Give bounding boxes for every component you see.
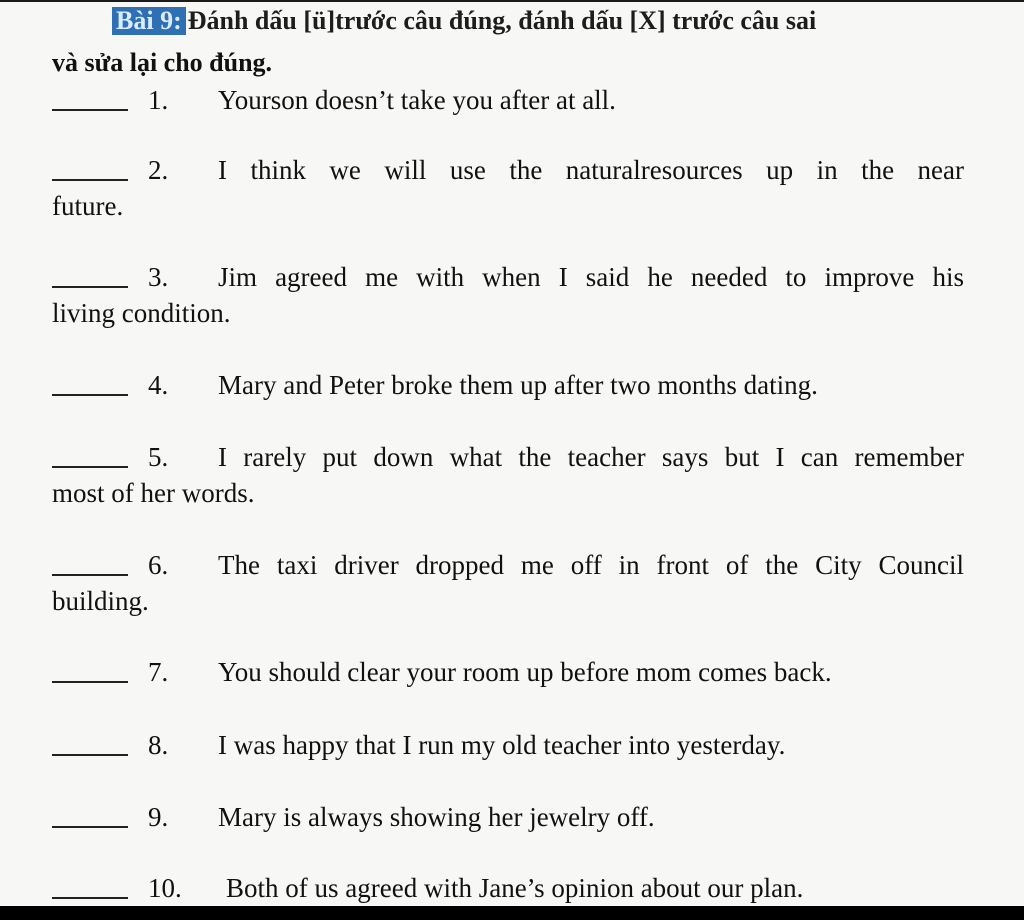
answer-blank[interactable]	[52, 897, 128, 899]
exercise-instruction-line-1: Đánh dấu [ü]trước câu đúng, đánh dấu [X] trước câu sai	[187, 6, 817, 35]
answer-blank[interactable]	[52, 109, 128, 111]
item-number: 2.	[148, 155, 169, 185]
item-sentence: Yourson doesn’t take you after at all.	[218, 85, 616, 115]
answer-blank[interactable]	[52, 826, 128, 828]
answer-blank[interactable]	[52, 681, 128, 683]
item-sentence-continuation: most of her words.	[52, 478, 255, 508]
item-number: 5.	[148, 442, 169, 472]
item-sentence: Mary is always showing her jewelry off.	[218, 802, 655, 832]
exercise-instruction-line-2: và sửa lại cho đúng.	[52, 48, 273, 77]
answer-blank[interactable]	[52, 286, 128, 288]
exercise-label-badge: Bài 9:	[112, 7, 186, 35]
item-number: 1.	[148, 85, 169, 115]
item-sentence: I rarely put down what the teacher says but I can remember	[218, 442, 964, 472]
item-number: 6.	[148, 550, 169, 580]
answer-blank[interactable]	[52, 394, 128, 396]
answer-blank[interactable]	[52, 574, 128, 576]
item-number: 7.	[148, 657, 169, 687]
item-number: 9.	[148, 802, 169, 832]
item-number: 4.	[148, 370, 169, 400]
item-number: 3.	[148, 262, 169, 292]
item-sentence: You should clear your room up before mom comes back.	[218, 657, 832, 687]
answer-blank[interactable]	[52, 754, 128, 756]
item-sentence: Both of us agreed with Jane’s opinion about our plan.	[226, 873, 804, 903]
item-sentence-continuation: future.	[52, 191, 124, 221]
item-sentence: I think we will use the naturalresources up in the near	[218, 155, 964, 185]
item-sentence: I was happy that I run my old teacher into yesterday.	[218, 730, 786, 760]
item-sentence-continuation: living condition.	[52, 298, 231, 328]
item-number: 8.	[148, 730, 169, 760]
answer-blank[interactable]	[52, 179, 128, 181]
item-sentence: Jim agreed me with when I said he needed to improve his	[218, 262, 964, 292]
exercise-heading	[112, 6, 816, 36]
item-number: 10.	[148, 873, 182, 903]
item-sentence: Mary and Peter broke them up after two months dating.	[218, 370, 818, 400]
item-sentence-continuation: building.	[52, 586, 149, 616]
item-sentence: The taxi driver dropped me off in front of the City Council	[218, 550, 964, 580]
answer-blank[interactable]	[52, 466, 128, 468]
